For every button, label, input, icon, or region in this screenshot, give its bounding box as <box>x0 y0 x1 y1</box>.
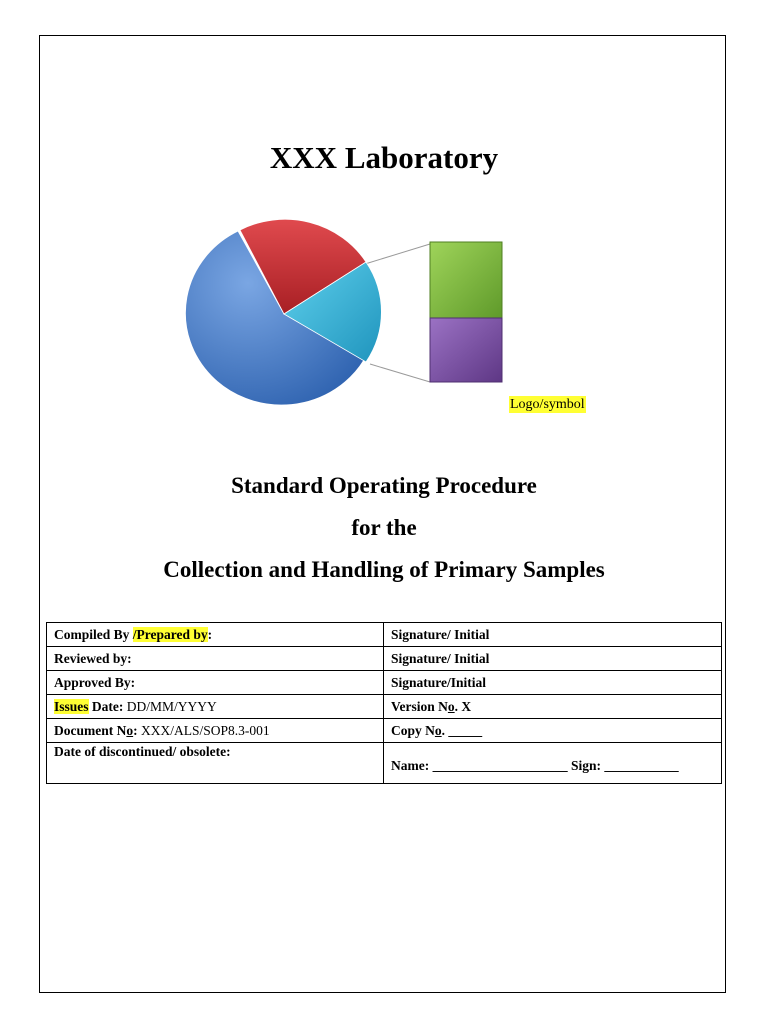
colon-label: : <box>207 626 213 642</box>
document-no-colon: : <box>133 722 138 738</box>
sop-title-line-1: Standard Operating Procedure <box>231 473 537 498</box>
signature-initial-cell: Signature/ Initial <box>384 647 722 671</box>
sop-title-line-2: for the <box>351 515 417 540</box>
table-row <box>47 695 722 719</box>
copy-no-o: o <box>434 722 442 738</box>
document-no-cell <box>47 719 384 743</box>
logo-label: Logo/symbol <box>510 397 585 412</box>
copy-no-cell <box>384 719 722 743</box>
copy-no-label: Copy N <box>391 722 435 738</box>
version-value: . X <box>454 698 472 714</box>
table-row <box>47 743 722 784</box>
logo-pie-icon <box>180 214 510 414</box>
signature-initial-cell: Signature/Initial <box>384 671 722 695</box>
date-label: Date: <box>88 698 124 714</box>
table-row <box>47 671 722 695</box>
table-row <box>47 623 722 647</box>
copy-no-value: . _____ <box>441 722 483 738</box>
document-no-value: XXX/ALS/SOP8.3-001 <box>137 722 270 738</box>
reviewed-by-cell: Reviewed by: <box>47 647 384 671</box>
date-value: DD/MM/YYYY <box>123 698 217 714</box>
document-no-o: o <box>126 722 134 738</box>
compiled-by-label: Compiled By <box>54 626 133 642</box>
sop-title-line-3: Collection and Handling of Primary Samples <box>163 557 605 582</box>
discontinued-date-cell: Date of discontinued/ obsolete: <box>47 743 384 784</box>
issues-date-cell <box>47 695 384 719</box>
signature-initial-cell: Signature/ Initial <box>384 623 722 647</box>
compiled-by-cell <box>47 623 384 647</box>
table-row <box>47 647 722 671</box>
version-label: Version N <box>391 698 448 714</box>
issues-label: Issues <box>54 698 89 714</box>
prepared-by-label: /Prepared by <box>132 626 208 642</box>
approved-by-cell: Approved By: <box>47 671 384 695</box>
lab-title: XXX Laboratory <box>269 140 499 175</box>
version-cell <box>384 695 722 719</box>
document-no-label: Document N <box>54 722 127 738</box>
table-row <box>47 719 722 743</box>
document-control-table <box>46 622 722 784</box>
version-no-o: o <box>447 698 455 714</box>
name-sign-cell: Name: ____________________ Sign: ___________ <box>384 743 722 784</box>
